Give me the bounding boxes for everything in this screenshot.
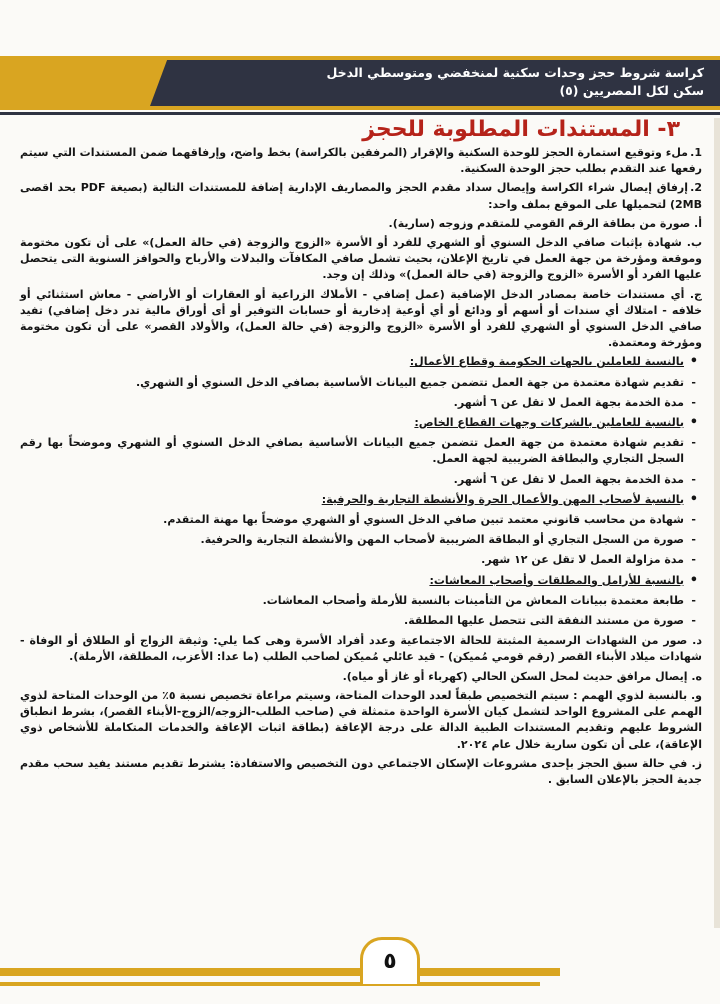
section-title: ٣- المستندات المطلوبة للحجز <box>362 117 680 142</box>
item-c: ج. أي مستندات خاصة بمصادر الدخل الإضافية (عمل إضافي - الأملاك الزراعية أو العقارات أو الأراضي - معاش استثنائي أو خلافه - امتلاك أي سندات أو أسهم أو ودائع أو أي أوعية إدخارية أو حسابات التوفير أو أى أوراق مالية تدر دخل إضافي) تفيد صافي الدخل السنوي أو الشهري للفرد أو الأسرة «الزوج والزوجة (في حالة العمل)، والأولاد القصر» على أن تكون مختومة ومؤرخة ومعتمدة. <box>20 287 702 350</box>
item-f: و. بالنسبة لذوي الهمم : سيتم التخصيص طبقاً لعدد الوحدات المتاحة، وسيتم مراعاة تخصيص نسبة ٥٪ من الوحدات المتاحة لذوي الهمم على المشروع الواحد لتشمل كيان الأسرة الواحدة متمثلة في (صاحب الطلب-الزوجه/الزوج-الأبناء القصر)، بشرط انطباق الشروط عليهم وتقديم المستندات الطبية الدالة على درجة الإعاقة (بطاقة اثبات الإعاقة والخدمات المتكاملة للأشخاص ذوي الإعاقة)، على أن تكون سارية خلال عام ٢٠٢٤. <box>20 688 702 751</box>
private-req-2: - مدة الخدمة بجهة العمل لا تقل عن ٦ أشهر. <box>20 472 684 488</box>
gov-req-2: - مدة الخدمة بجهة العمل لا تقل عن ٦ أشهر. <box>20 395 684 411</box>
widow-heading: • بالنسبة للأرامل والمطلقات وأصحاب المعاشات: <box>20 573 684 589</box>
item-e: ه. إيصال مرافق حديث لمحل السكن الحالي (كهرباء أو غاز أو مياه). <box>342 669 702 683</box>
header-underline <box>0 112 720 115</box>
header-text <box>184 64 704 100</box>
page-edge <box>714 118 720 928</box>
item-d: د. صور من الشهادات الرسمية المثبتة للحالة الاجتماعية وعدد أفراد الأسرة وهى كما يلي: وثيقة الزواج أو الطلاق أو الوفاة - شهادات ميلاد الأبناء القصر (رقم قومي مُميكن) - قيد عائلي مُميكن لصاحب الطلب (ما عدا: الأعزب، المطلقة، الأرملة). <box>20 634 702 664</box>
freelance-req-1: - شهادة من محاسب قانوني معتمد تبين صافي الدخل السنوي أو الشهري موضحاً بها مهنة المتقدم. <box>20 512 684 528</box>
page-number: ٥ <box>383 949 397 974</box>
employment-sections <box>20 354 702 629</box>
header-line-2: سكن لكل المصريين (٥) <box>559 83 704 98</box>
gov-heading: • بالنسبة للعاملين بالجهات الحكومية وقطاع الأعمال: <box>20 354 684 370</box>
item-b: ب. شهادة بإثبات صافي الدخل السنوي أو الشهري للفرد أو الأسرة «الزوج والزوجة (في حالة العمل)» على أن تكون مختومة وموقعة ومؤرخة من جهة العمل في تاريخ الإعلان، بحيث تشمل صافي المكافآت والبدلات والأرباح والحوافز السنوية التى يتحصل عليها الفرد أو الأسرة «الزوج والزوجة (في حالة العمل)» وذلك إن وجد. <box>20 236 702 282</box>
item-a: أ. صورة من بطاقة الرقم القومي للمتقدم وزوجه (سارية). <box>388 216 702 230</box>
gov-req-1: - تقديم شهادة معتمدة من جهة العمل تتضمن جميع البيانات الأساسية بصافي الدخل السنوي أو الشهري. <box>20 375 684 391</box>
item-2: 2.إرفاق إيصال شراء الكراسة وإيصال سداد مقدم الحجز والمصاريف الإدارية إضافة للمستندات التالية (بصيغة PDF بحد اقصى 2MB) لتحميلها على الموقع بملف واحد: <box>20 181 703 211</box>
widow-req-2: - صورة من مستند النفقة التى تتحصل عليها المطلقة. <box>20 613 684 629</box>
item-1: 1.ملء وتوقيع استمارة الحجز للوحدة السكنية والإقرار (المرفقين بالكراسة) بخط واضح، وإرفاقهما ضمن المستندات التي سيتم رفعها عند التقدم بطلب حجز الوحدة السكنية. <box>20 146 702 176</box>
freelance-heading: • بالنسبة لأصحاب المهن والأعمال الحرة والأنشطة التجارية والحرفية: <box>20 492 684 508</box>
freelance-req-2: - صورة من السجل التجاري أو البطاقة الضريبية لأصحاب المهن والأنشطة التجارية والحرفية. <box>20 532 684 548</box>
private-req-1: - تقديم شهادة معتمدة من جهة العمل تتضمن جميع البيانات الأساسية بصافي الدخل السنوي أو الشهري وموضحاً بها رقم السجل التجاري والبطاقة الضريبية لجهة العمل. <box>20 435 684 467</box>
footer-gold-line <box>0 982 540 986</box>
header-line-1: كراسة شروط حجز وحدات سكنية لمنخفضي ومتوسطي الدخل <box>326 65 704 80</box>
footer-gold-bar <box>0 968 560 976</box>
item-g: ز. في حالة سبق الحجز بإحدى مشروعات الإسكان الاجتماعي دون التخصيص والاستفادة: يشترط تقديم مستند يفيد سحب مقدم جدية الحجز بالإعلان السابق . <box>20 756 702 786</box>
freelance-req-3: - مدة مزاولة العمل لا تقل عن ١٢ شهر. <box>20 552 684 568</box>
widow-req-1: - طابعة معتمدة ببيانات المعاش من التأمينات بالنسبة للأرملة وأصحاب المعاشات. <box>20 593 684 609</box>
private-heading: • بالنسبة للعاملين بالشركات وجهات القطاع الخاص: <box>20 415 684 431</box>
document-body <box>20 145 702 791</box>
